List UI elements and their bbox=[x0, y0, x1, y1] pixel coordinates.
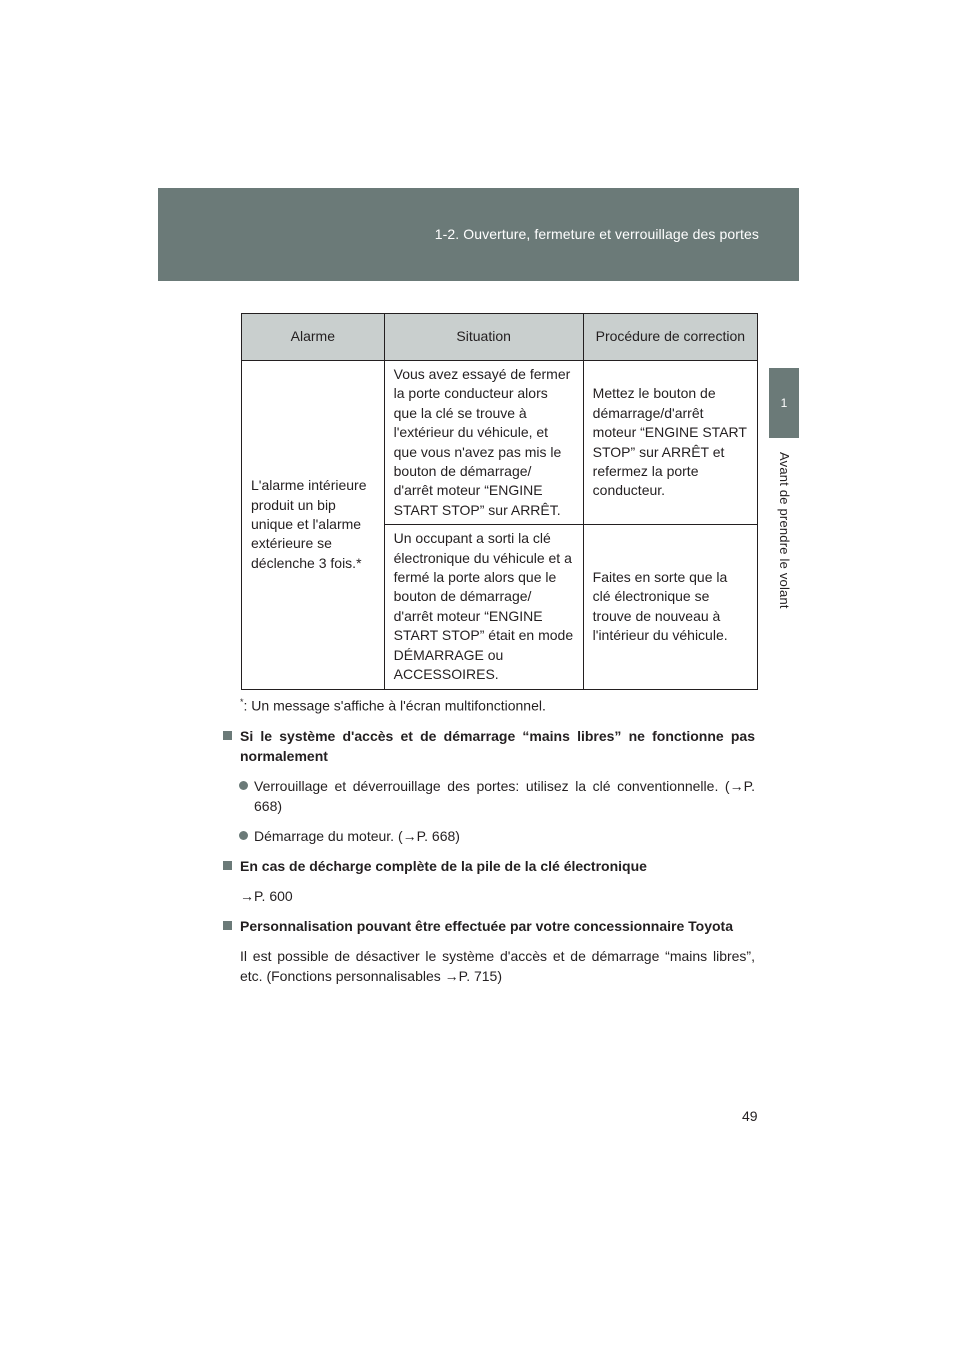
alarm-cell: L'alarme intérieure produit un bip unique et l'alarme extérieure se déclenche 3 fois.* bbox=[242, 361, 385, 690]
header-title: 1-2. Ouverture, fermeture et verrouillage des portes bbox=[434, 226, 759, 242]
section-text: Il est possible de désactiver le système d'accès et de démarrage “mains libres”, etc. (Fonctions personnalisables →P. 715) bbox=[240, 947, 755, 984]
square-bullet-icon bbox=[223, 731, 232, 740]
correction-cell: Mettez le bouton de démarrage/d'arrêt moteur “ENGINE START STOP” sur ARRÊT et refermez la porte conducteur. bbox=[583, 361, 757, 525]
chapter-side-label: Avant de prendre le volant bbox=[777, 452, 792, 609]
chapter-tab-number: 1 bbox=[780, 396, 788, 410]
footnote-text: : Un message s'affiche à l'écran multifonctionnel. bbox=[243, 697, 546, 714]
table-row bbox=[242, 361, 758, 525]
chapter-header bbox=[158, 188, 799, 281]
circle-bullet-icon bbox=[239, 781, 248, 790]
section-heading bbox=[223, 726, 755, 766]
correction-cell: Faites en sorte que la clé électronique se trouve de nouveau à l'intérieur du véhicule. bbox=[583, 525, 757, 689]
section-heading bbox=[223, 916, 755, 936]
section-text: →P. 600 bbox=[240, 887, 293, 904]
alarm-table bbox=[241, 313, 758, 690]
chapter-tab bbox=[769, 368, 799, 438]
table-header-correction: Procédure de correction bbox=[583, 314, 757, 361]
list-item bbox=[223, 776, 755, 816]
situation-cell: Vous avez essayé de fermer la porte conducteur alors que la clé se trouve à l'extérieur du véhicule, et que vous n'avez pas mis le bouton de démarrage/ d'arrêt moteur “ENGINE START STOP” sur ARRÊT. bbox=[384, 361, 583, 525]
table-header-row bbox=[242, 314, 758, 361]
page-number: 49 bbox=[742, 1108, 758, 1124]
table-footnote bbox=[240, 692, 755, 716]
table-header-situation: Situation bbox=[384, 314, 583, 361]
square-bullet-icon bbox=[223, 921, 232, 930]
section-title: En cas de décharge complète de la pile de la clé électronique bbox=[240, 857, 647, 874]
page-content bbox=[223, 692, 755, 986]
section-title: Si le système d'accès et de démarrage “mains libres” ne fonctionne pas normalement bbox=[240, 727, 755, 764]
list-item-text: Verrouillage et déverrouillage des portes: utilisez la clé conventionnelle. (→P. 668) bbox=[254, 777, 755, 814]
square-bullet-icon bbox=[223, 861, 232, 870]
circle-bullet-icon bbox=[239, 831, 248, 840]
footnote-mark: * bbox=[240, 697, 244, 707]
list-item bbox=[223, 826, 755, 846]
list-item-text: Démarrage du moteur. (→P. 668) bbox=[254, 827, 460, 844]
situation-cell: Un occupant a sorti la clé électronique du véhicule et a fermé la porte alors que le bouton de démarrage/ d'arrêt moteur “ENGINE START STOP” était en mode DÉMARRAGE ou ACCESSOIRES. bbox=[384, 525, 583, 689]
table-header-alarm: Alarme bbox=[242, 314, 385, 361]
section-heading bbox=[223, 856, 755, 876]
section-title: Personnalisation pouvant être effectuée par votre concessionnaire Toyota bbox=[240, 917, 733, 934]
